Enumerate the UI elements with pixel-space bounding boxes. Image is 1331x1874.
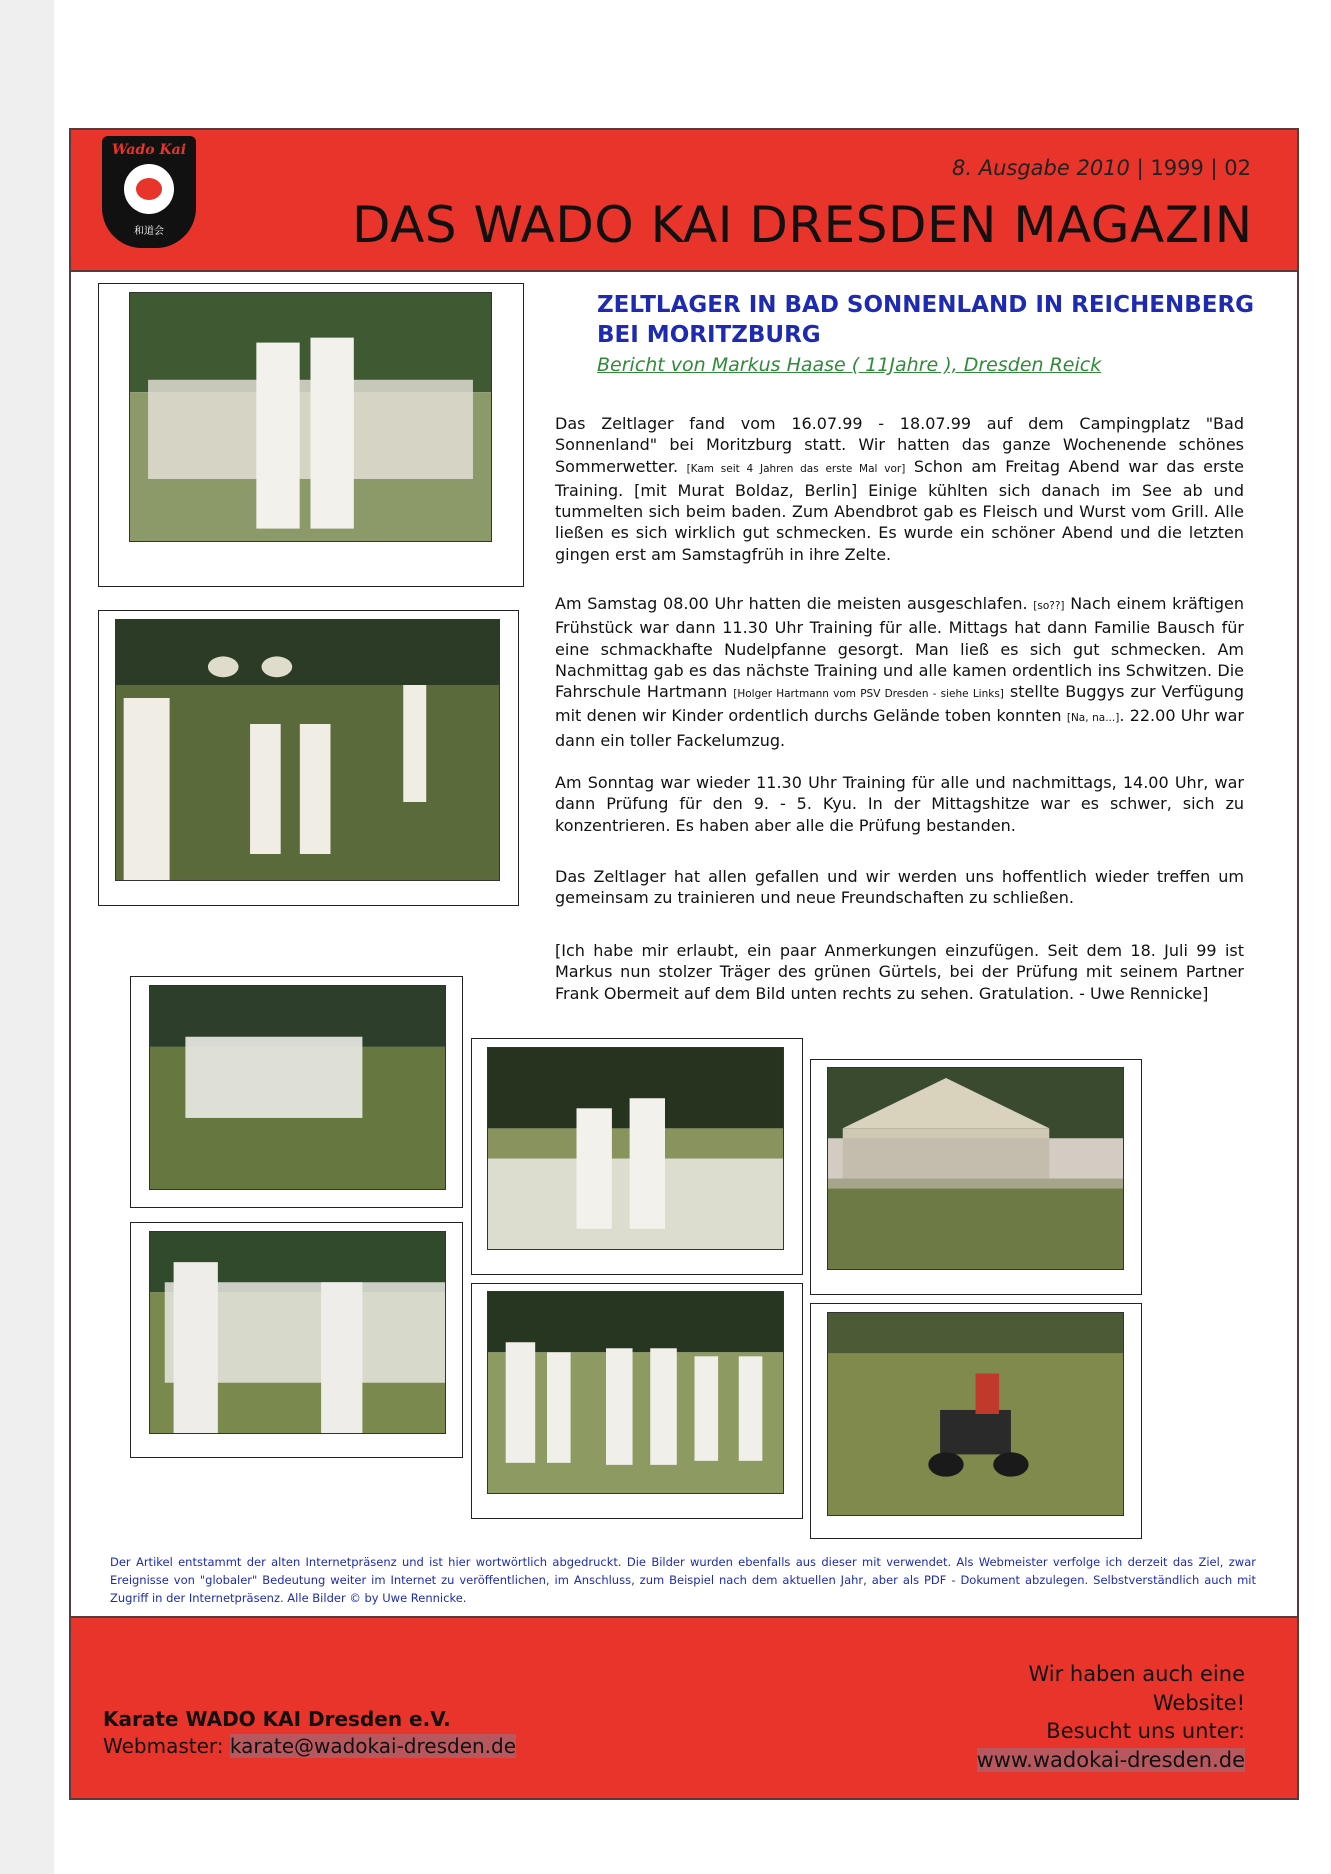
paragraph-saturday: [555, 593, 1244, 751]
article-title: [597, 290, 1257, 350]
issue-separator: |: [1210, 156, 1218, 180]
logo-text: Wado Kai: [111, 142, 187, 158]
photo-tent-party: [827, 1067, 1124, 1270]
annotation: [so??]: [1033, 600, 1065, 612]
logo-fist-icon: [136, 178, 162, 200]
article-title-line1: ZELTLAGER IN BAD SONNENLAND IN REICHENBERG: [597, 292, 1255, 318]
website-url-link[interactable]: www.wadokai-dresden.de: [976, 1747, 1245, 1772]
photo-group-exercise: [149, 985, 446, 1190]
paragraph-text: . 22.00 Uhr war dann ein toller Fackelumzug.: [555, 706, 1244, 750]
website-promo: [977, 1660, 1245, 1774]
magazine-title: DAS WADO KAI DRESDEN MAGAZIN: [352, 196, 1253, 254]
paragraph-sunday: Am Sonntag war wieder 11.30 Uhr Training für alle und nachmittags, 14.00 Uhr, war dann Prüfung für den 9. - 5. Kyu. In der Mittagshitze war es schwer, sich zu konzentrieren. Es haben aber alle die Prüfung bestanden.: [555, 773, 1244, 835]
promo-line2: Website!: [1152, 1690, 1245, 1715]
paragraph-text: stellte Buggys zur Verfügung mit denen wir Kinder ordentlich durchs Gelände toben konnten: [555, 682, 1245, 726]
photo-exam: [487, 1291, 784, 1494]
paragraph-editor-note: [Ich habe mir erlaubt, ein paar Anmerkungen einzufügen. Seit dem 18. Juli 99 ist Markus nun stolzer Träger des grünen Gürtels, bei der Prüfung mit seinem Partner Frank Obermeit auf dem Bild unten rechts zu sehen. Gratulation. - Uwe Rennicke]: [555, 941, 1244, 1003]
photo-kata-demo: [487, 1047, 784, 1250]
paragraph-text: Am Samstag 08.00 Uhr hatten die meisten ausgeschlafen.: [555, 594, 1028, 613]
photo-training-crowd: [129, 292, 492, 542]
club-name: Karate WADO KAI Dresden e.V.: [103, 1707, 451, 1731]
webmaster-email-link[interactable]: karate@wadokai-dresden.de: [229, 1734, 517, 1758]
webmaster-label: Webmaster:: [103, 1734, 224, 1758]
annotation: [Kam seit 4 Jahren das erste Mal vor]: [686, 462, 906, 475]
annotation: [Na, na...]: [1066, 712, 1120, 725]
paragraph-text: Das Zeltlager fand vom 16.07.99 - 18.07.99 auf dem Campingplatz "Bad Sonnenland" bei Moritzburg statt. Wir hatten das ganze Wochenende schönes Sommerwetter.: [555, 414, 1244, 476]
paragraph-friday: [555, 413, 1244, 565]
photo-buggy-ride: [827, 1312, 1124, 1516]
paragraph-closing: Das Zeltlager hat allen gefallen und wir werden uns hoffentlich wieder treffen um gemeinsam zu trainieren und neue Freundschaften zu schließen.: [555, 867, 1244, 908]
logo-japanese-text: 和道会: [134, 226, 164, 237]
left-margin-strip: [0, 0, 54, 1874]
issue-number: 02: [1224, 156, 1251, 180]
photo-sparring-field: [115, 619, 500, 881]
issue-label: 8. Ausgabe 2010: [952, 156, 1130, 180]
issue-line: [952, 156, 1251, 180]
issue-separator: |: [1136, 156, 1144, 180]
photo-lineup: [149, 1231, 446, 1434]
promo-line3: Besucht uns unter:: [1046, 1719, 1245, 1743]
webmaster-line: [103, 1734, 516, 1758]
annotation: [Holger Hartmann vom PSV Dresden - siehe Links]: [733, 688, 1004, 701]
promo-line1: Wir haben auch eine: [1028, 1662, 1245, 1686]
paragraph-text: Schon am Freitag Abend war das erste Training. [mit Murat Boldaz, Berlin] Einige kühlten sich danach im See ab und tummelten sich beim baden. Zum Abendbrot gab es Fleisch und Wurst vom Grill. Alle ließen es sich wirklich gut schmecken. Es wurde ein schöner Abend und die letzten gingen erst am Samstagfrüh in ihre Zelte.: [555, 456, 1244, 564]
issue-year: 1999: [1150, 156, 1204, 180]
article-byline: Bericht von Markus Haase ( 11Jahre ), Dresden Reick: [597, 354, 1102, 376]
article-title-line2: BEI MORITZBURG: [597, 322, 821, 348]
paragraph-text: Nach einem kräftigen Frühstück war dann 11.30 Uhr Training für alle. Mittags hat dann Familie Bausch für eine schmackhafte Nudelpfanne gesorgt. Man ließ es sich gut schmecken. Am Nachmittag gab es das nächste Training und alle kamen ordentlich ins Schwitzen. Die Fahrschule Hartmann: [555, 594, 1244, 702]
wado-kai-logo: [102, 136, 196, 248]
archive-note: Der Artikel entstammt der alten Internetpräsenz und ist hier wortwörtlich abgedruckt. Die Bilder wurden ebenfalls aus dieser mit verwendet. Als Webmeister verfolge ich derzeit das Ziel, zwar Ereignisse von "globaler" Bedeutung weiter im Internet zu veröffentlichen, im Anschluss, zum Beispiel nach dem aktuellen Jahr, aber als PDF - Dokument abzulegen. Selbstverständlich auch mit Zugriff in der Internetpräsenz. Alle Bilder © by Uwe Rennicke.: [110, 1555, 1256, 1605]
